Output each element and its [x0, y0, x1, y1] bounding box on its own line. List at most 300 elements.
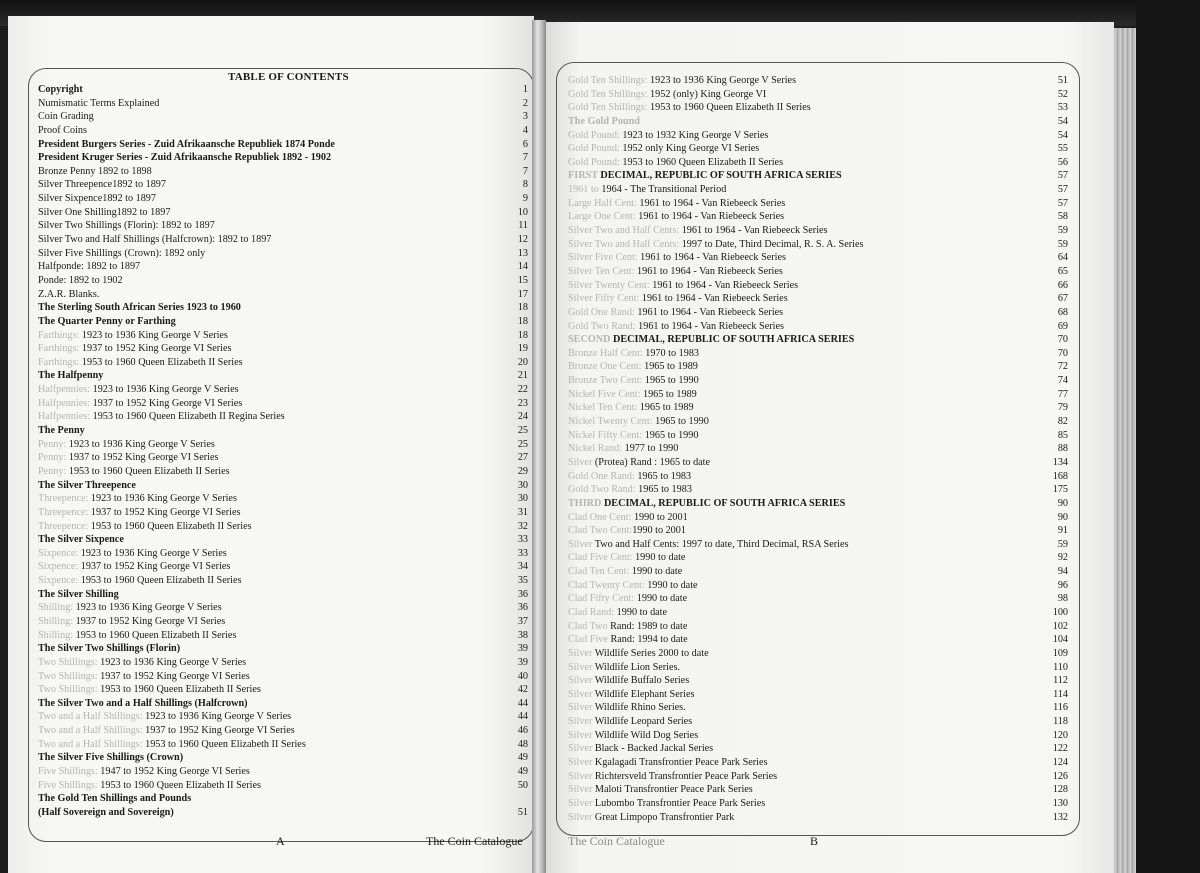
toc-entry-text: 1953 to 1960 Queen Elizabeth II Series: [66, 465, 230, 477]
toc-entry: [38, 520, 528, 534]
toc-entry-page: 90: [1057, 497, 1068, 509]
toc-entry-page: 134: [1052, 456, 1068, 468]
book-spine: [532, 20, 546, 873]
toc-entry-title: [568, 633, 688, 647]
toc-entry-title: [38, 629, 236, 643]
toc-entry-title: [38, 124, 87, 138]
toc-entry-page: 30: [517, 493, 528, 505]
toc-entry-text: 1923 to 1932 King George V Series: [619, 129, 769, 141]
toc-entry-prefix: Two and a Half Shillings:: [38, 738, 143, 750]
toc-entry-page: 44: [517, 711, 528, 723]
toc-entry-page: 79: [1057, 402, 1068, 414]
toc-entry: [38, 792, 528, 806]
toc-entry-text: 1990 to 2001: [631, 511, 688, 523]
toc-entry-title: [568, 470, 691, 484]
toc-entry-text: Wildlife Lion Series.: [592, 661, 681, 673]
toc-entry-title: [568, 210, 784, 224]
toc-entry-page: 66: [1057, 279, 1068, 291]
toc-entry-text: Silver Five Shillings (Crown): 1892 only: [38, 247, 206, 259]
toc-entry: [38, 192, 528, 206]
toc-entry-title: [568, 333, 854, 347]
toc-entry-prefix: Bronze Half Cent:: [568, 347, 643, 359]
toc-entry-page: 82: [1057, 416, 1068, 428]
toc-entry: [38, 301, 528, 315]
toc-entry-page: 74: [1057, 375, 1068, 387]
toc-entry-text: President Kruger Series - Zuid Afrikaansche Republiek 1892 - 1902: [38, 152, 332, 164]
toc-entry: [568, 224, 1068, 238]
toc-entry-prefix: Threepence:: [38, 493, 89, 505]
toc-entry-prefix: Halfpennies:: [38, 384, 91, 396]
toc-entry-page: 4: [522, 124, 528, 136]
toc-entry-title: [38, 206, 170, 220]
toc-entry-prefix: Clad Two: [568, 620, 608, 632]
toc-entry: [568, 742, 1068, 756]
toc-entry-page: 64: [1057, 252, 1068, 264]
toc-entry: [568, 333, 1068, 347]
toc-entry-prefix: Nickel Five Cent:: [568, 388, 641, 400]
toc-entry: [568, 320, 1068, 334]
toc-entry-page: 24: [517, 411, 528, 423]
toc-entry-prefix: Gold One Rand:: [568, 470, 635, 482]
toc-entry-prefix: Silver: [568, 743, 593, 755]
toc-entry-title: [38, 165, 152, 179]
toc-entry: [568, 360, 1068, 374]
toc-entry-page: 59: [1057, 538, 1068, 550]
toc-entry-title: [568, 456, 710, 470]
toc-entry-text: 1961 to 1964 - Van Riebeeck Series: [636, 197, 786, 209]
toc-entry-prefix: Large One Cent:: [568, 211, 636, 223]
toc-entry: [568, 279, 1068, 293]
toc-entry-text: 1923 to 1936 King George V Series: [90, 384, 239, 396]
toc-entry-text: 1965 to 1989: [641, 361, 698, 373]
toc-entry: [568, 292, 1068, 306]
toc-entry-prefix: Clad Fifty Cent:: [568, 593, 635, 605]
toc-entry-page: 11: [518, 220, 528, 232]
toc-entry-page: 50: [517, 779, 528, 791]
toc-entry-text: Wildlife Rhino Series.: [592, 702, 686, 714]
toc-entry-text: Rand: 1989 to date: [607, 620, 688, 632]
toc-entry-page: 42: [517, 684, 528, 696]
toc-entry-title: [568, 742, 713, 756]
toc-entry-page: 57: [1057, 197, 1068, 209]
toc-entry-page: 59: [1057, 225, 1068, 237]
toc-entry-title: [568, 729, 698, 743]
toc-entry-text: 1953 to 1960 Queen Elizabeth II Regina Series: [90, 411, 285, 423]
toc-entry-page: 10: [517, 206, 528, 218]
toc-entry-title: [568, 797, 765, 811]
toc-entry-page: 8: [522, 179, 528, 191]
toc-entry-text: 1990 to date: [632, 552, 686, 564]
toc-entry: [38, 424, 528, 438]
toc-entry-text: 1923 to 1936 King George V Series: [66, 438, 215, 450]
toc-entry-text: 1977 to 1990: [622, 443, 679, 455]
toc-entry: [38, 547, 528, 561]
toc-entry-prefix: Farthings:: [38, 356, 80, 368]
scan-background-right: [1136, 0, 1200, 873]
toc-entry-text: 1961 to 1964 - Van Riebeeck Series: [637, 252, 786, 264]
toc-entry-page: 116: [1053, 702, 1068, 714]
toc-entry-page: 39: [517, 643, 528, 655]
toc-entry-title: [38, 642, 180, 656]
toc-entry: [38, 124, 528, 138]
toc-entry-prefix: Silver: [568, 661, 593, 673]
toc-entry-title: [38, 560, 230, 574]
toc-entry-title: [568, 524, 686, 538]
toc-entry-title: [568, 129, 768, 143]
toc-entry-prefix: Sixpence:: [38, 561, 79, 573]
toc-entry-page: 9: [522, 193, 528, 205]
toc-entry-title: [38, 588, 119, 602]
toc-entry-title: [38, 574, 241, 588]
toc-entry: [568, 142, 1068, 156]
toc-entry-page: 70: [1057, 347, 1068, 359]
toc-entry-title: [38, 465, 230, 479]
toc-entry-text: Lubombo Transfrontier Peace Park Series: [592, 797, 766, 809]
toc-entry: [568, 251, 1068, 265]
toc-entry-title: [568, 442, 678, 456]
toc-entry-text: 1953 to 1960 Queen Elizabeth II Series: [78, 575, 242, 587]
toc-entry-title: [568, 360, 698, 374]
toc-entry-text: Silver Sixpence1892 to 1897: [38, 193, 156, 205]
toc-entry: [38, 738, 528, 752]
toc-entry-prefix: THIRD: [568, 497, 602, 509]
toc-entry: [568, 374, 1068, 388]
footer-letter-left: A: [276, 834, 285, 848]
toc-entry-page: 20: [517, 356, 528, 368]
toc-entry: [568, 783, 1068, 797]
toc-list-right: [568, 74, 1068, 824]
toc-entry-page: 59: [1057, 238, 1068, 250]
toc-entry: [38, 670, 528, 684]
toc-entry-prefix: Large Half Cent:: [568, 197, 637, 209]
toc-entry-title: [38, 192, 156, 206]
toc-entry: [38, 779, 528, 793]
toc-entry-text: The Quarter Penny or Farthing: [38, 315, 176, 327]
toc-entry: [38, 574, 528, 588]
toc-entry: [38, 247, 528, 261]
toc-entry: [38, 683, 528, 697]
toc-entry-title: [568, 429, 698, 443]
toc-entry-text: 1923 to 1936 King George V Series: [142, 711, 292, 723]
toc-entry-title: [568, 279, 798, 293]
toc-entry-title: [568, 756, 767, 770]
toc-entry-page: 27: [517, 452, 528, 464]
toc-entry-prefix: Silver: [568, 675, 593, 687]
toc-entry-page: 52: [1057, 88, 1068, 100]
toc-entry-page: 30: [517, 479, 528, 491]
toc-entry-prefix: Clad Ten Cent:: [568, 566, 630, 578]
toc-entry: [38, 233, 528, 247]
toc-entry-prefix: Gold Ten Shillings:: [568, 88, 648, 100]
toc-entry-title: [568, 606, 667, 620]
toc-entry-text: The Gold Ten Shillings and Pounds: [38, 793, 192, 805]
toc-title: TABLE OF CONTENTS: [228, 71, 349, 83]
toc-entry: [568, 756, 1068, 770]
toc-entry-prefix: Gold Ten Shillings:: [568, 102, 648, 114]
toc-entry-text: 1953 to 1960 Queen Elizabeth II Series: [647, 102, 811, 114]
toc-entry-title: [568, 565, 682, 579]
toc-entry: [568, 210, 1068, 224]
toc-entry-text: The Sterling South African Series 1923 to 1960: [38, 302, 241, 314]
toc-entry-title: [568, 551, 685, 565]
toc-entry-page: 18: [517, 315, 528, 327]
toc-entry-title: [568, 538, 848, 552]
toc-entry-title: [38, 410, 285, 424]
toc-entry-title: [38, 369, 103, 383]
toc-entry: [38, 724, 528, 738]
toc-entry-prefix: Nickel Rand:: [568, 443, 623, 455]
toc-entry-title: [38, 83, 83, 97]
toc-entry-title: [568, 511, 688, 525]
toc-entry-page: 128: [1052, 784, 1068, 796]
toc-entry-text: 1961 to 1964 - Van Riebeeck Series: [639, 293, 788, 305]
toc-entry-title: [568, 770, 777, 784]
toc-entry-prefix: Silver Twenty Cent:: [568, 279, 650, 291]
toc-entry: [568, 265, 1068, 279]
toc-entry: [568, 429, 1068, 443]
toc-entry-text: DECIMAL, REPUBLIC OF SOUTH AFRICA SERIES: [601, 497, 846, 509]
toc-entry-title: [568, 715, 692, 729]
toc-entry-page: 68: [1057, 306, 1068, 318]
toc-entry-page: 29: [517, 465, 528, 477]
toc-entry-text: Silver One Shilling1892 to 1897: [38, 206, 171, 218]
toc-entry-page: 17: [517, 288, 528, 300]
toc-entry-text: Rand: 1994 to date: [607, 634, 688, 646]
toc-entry-prefix: Two and a Half Shillings:: [38, 711, 143, 723]
toc-entry-page: 3: [522, 111, 528, 123]
toc-entry-page: 100: [1052, 606, 1068, 618]
toc-entry-page: 92: [1057, 552, 1068, 564]
toc-entry-prefix: Gold Pound:: [568, 156, 620, 168]
toc-entry-page: 36: [517, 588, 528, 600]
toc-entry: [38, 710, 528, 724]
toc-entry-text: Silver Two and Half Shillings (Halfcrown): 1892 to 1897: [38, 234, 272, 246]
toc-entry: [568, 442, 1068, 456]
toc-entry-title: [38, 342, 231, 356]
toc-entry-page: 51: [517, 806, 528, 818]
toc-entry-prefix: Sixpence:: [38, 575, 79, 587]
toc-entry-title: [38, 792, 191, 806]
toc-entry: [38, 751, 528, 765]
toc-entry-page: 67: [1057, 293, 1068, 305]
toc-entry-page: 65: [1057, 265, 1068, 277]
toc-entry-title: [38, 615, 225, 629]
toc-entry: [568, 183, 1068, 197]
toc-entry-title: [568, 251, 786, 265]
toc-entry-text: Coin Grading: [38, 111, 94, 123]
toc-entry-text: Silver Two Shillings (Florin): 1892 to 1897: [38, 220, 215, 232]
toc-entry-page: 14: [517, 261, 528, 273]
toc-entry-page: 124: [1052, 757, 1068, 769]
toc-entry: [38, 560, 528, 574]
toc-entry-title: [568, 238, 863, 252]
toc-entry-text: Proof Coins: [38, 124, 87, 136]
toc-entry: [568, 674, 1068, 688]
toc-entry: [38, 397, 528, 411]
toc-entry: [568, 688, 1068, 702]
toc-entry-page: 18: [517, 302, 528, 314]
toc-entry-text: Silver Threepence1892 to 1897: [38, 179, 166, 191]
toc-entry: [568, 565, 1068, 579]
toc-entry-text: The Silver Threepence: [38, 479, 136, 491]
toc-entry-prefix: Threepence:: [38, 520, 89, 532]
toc-entry: [38, 315, 528, 329]
toc-entry-text: 1961 to 1964 - Van Riebeeck Series: [679, 225, 828, 237]
toc-entry-text: The Silver Two Shillings (Florin): [38, 643, 181, 655]
toc-entry-prefix: Clad Rand:: [568, 606, 615, 618]
toc-entry-prefix: Silver Fifty Cent:: [568, 293, 640, 305]
toc-entry-text: 1923 to 1936 King George V Series: [647, 75, 797, 86]
toc-entry-title: [568, 74, 796, 88]
toc-entry-prefix: The Gold Pound: [568, 115, 640, 127]
toc-entry-text: Black - Backed Jackal Series: [592, 743, 714, 755]
toc-entry-title: [38, 97, 159, 111]
toc-entry-title: [38, 697, 248, 711]
toc-entry-title: [38, 724, 295, 738]
toc-entry-text: Great Limpopo Transfrontier Park: [592, 811, 735, 823]
toc-entry-page: 6: [522, 138, 528, 150]
toc-entry: [568, 129, 1068, 143]
toc-entry-page: 33: [517, 534, 528, 546]
toc-entry-prefix: Halfpennies:: [38, 397, 91, 409]
toc-entry: [568, 197, 1068, 211]
toc-entry: [38, 588, 528, 602]
toc-entry-title: [38, 247, 205, 261]
toc-entry-text: 1961 to 1964 - Van Riebeeck Series: [634, 306, 784, 318]
toc-entry: [38, 492, 528, 506]
toc-entry-page: 48: [517, 738, 528, 750]
toc-entry: [38, 110, 528, 124]
toc-entry-text: 1990 to date: [629, 566, 683, 578]
toc-entry-text: 1952 only King George VI Series: [619, 143, 760, 155]
toc-entry-text: 1990 to date: [644, 579, 698, 591]
toc-list-left: [38, 83, 528, 820]
toc-entry: [568, 647, 1068, 661]
toc-entry-text: 1952 (only) King George VI: [647, 88, 767, 100]
toc-entry-prefix: Silver: [568, 784, 593, 796]
toc-entry: [38, 138, 528, 152]
toc-entry: [568, 456, 1068, 470]
toc-entry-text: 1961 to 1964 - Van Riebeeck Series: [635, 211, 785, 223]
toc-entry-text: 1937 to 1952 King George VI Series: [78, 561, 231, 573]
toc-entry-title: [38, 260, 140, 274]
toc-entry-title: [568, 183, 726, 197]
toc-entry-text: 1953 to 1960 Queen Elizabeth II Series: [619, 156, 784, 168]
toc-entry: [38, 356, 528, 370]
toc-entry-prefix: Clad Five Cent:: [568, 552, 633, 564]
page-edges: [1114, 28, 1136, 873]
toc-entry-text: 1961 to 1964 - Van Riebeeck Series: [649, 279, 799, 291]
toc-entry: [38, 260, 528, 274]
toc-entry: [38, 369, 528, 383]
toc-entry: [38, 383, 528, 397]
toc-entry-page: 120: [1052, 729, 1068, 741]
toc-entry-prefix: Silver Five Cent:: [568, 252, 638, 264]
toc-entry-text: Wildlife Elephant Series: [592, 688, 695, 700]
toc-entry-page: 126: [1052, 770, 1068, 782]
toc-entry-prefix: Farthings:: [38, 343, 80, 355]
toc-entry-title: [38, 110, 94, 124]
toc-entry-text: 1965 to 1990: [652, 416, 709, 428]
toc-entry-text: Ponde: 1892 to 1902: [38, 274, 123, 286]
toc-entry-prefix: Shilling:: [38, 602, 74, 614]
toc-entry-text: 1947 to 1952 King George VI Series: [97, 766, 250, 778]
toc-entry-text: Richtersveld Transfrontier Peace Park Series: [592, 770, 778, 782]
toc-entry-prefix: Silver: [568, 716, 593, 728]
toc-entry: [38, 410, 528, 424]
toc-entry-page: 109: [1052, 647, 1068, 659]
toc-entry-prefix: Silver: [568, 797, 593, 809]
toc-entry-text: The Silver Shilling: [38, 588, 119, 600]
toc-entry-prefix: 1961 to: [568, 184, 599, 196]
toc-entry-text: 1965 to 1990: [642, 429, 699, 441]
toc-entry-text: DECIMAL, REPUBLIC OF SOUTH AFRICA SERIES: [610, 334, 855, 346]
toc-entry-prefix: Silver Two and Half Cents:: [568, 238, 680, 250]
toc-entry: [38, 206, 528, 220]
toc-entry-title: [38, 479, 136, 493]
toc-entry-text: 1997 to Date, Third Decimal, R. S. A. Series: [679, 238, 864, 250]
toc-entry: [568, 606, 1068, 620]
toc-entry-prefix: Bronze Two Cent:: [568, 375, 643, 387]
toc-entry-prefix: Two and a Half Shillings:: [38, 725, 143, 737]
toc-entry-page: 40: [517, 670, 528, 682]
toc-entry-page: 58: [1057, 211, 1068, 223]
toc-entry-page: 22: [517, 384, 528, 396]
toc-entry-text: Z.A.R. Blanks.: [38, 288, 100, 300]
toc-entry-prefix: Shilling:: [38, 615, 74, 627]
toc-entry: [38, 642, 528, 656]
toc-entry-text: 1961 to 1964 - Van Riebeeck Series: [635, 320, 784, 332]
toc-entry-prefix: Penny:: [38, 465, 67, 477]
toc-entry-page: 49: [517, 766, 528, 778]
toc-entry-page: 168: [1052, 470, 1068, 482]
toc-entry-page: 49: [517, 752, 528, 764]
toc-entry-page: 46: [517, 725, 528, 737]
toc-entry-text: The Penny: [38, 425, 85, 437]
toc-entry-prefix: Gold Ten Shillings:: [568, 75, 648, 86]
toc-entry: [38, 479, 528, 493]
toc-entry-title: [568, 224, 828, 238]
toc-entry-page: 32: [517, 520, 528, 532]
toc-entry: [568, 811, 1068, 825]
toc-entry-text: 1965 to 1989: [637, 402, 694, 414]
toc-entry-page: 44: [517, 697, 528, 709]
toc-entry: [568, 524, 1068, 538]
toc-entry-text: Numismatic Terms Explained: [38, 97, 160, 109]
toc-entry-title: [38, 779, 261, 793]
toc-entry-page: 2: [522, 97, 528, 109]
toc-entry-text: 1990 to date: [634, 593, 688, 605]
toc-entry-text: 1923 to 1936 King George V Series: [88, 493, 237, 505]
toc-entry-page: 130: [1052, 797, 1068, 809]
toc-entry-title: [568, 497, 845, 511]
toc-entry: [568, 388, 1068, 402]
toc-entry: [568, 169, 1068, 183]
toc-entry-text: 1953 to 1960 Queen Elizabeth II Series: [97, 684, 261, 696]
toc-entry-text: 1937 to 1952 King George VI Series: [90, 397, 243, 409]
toc-entry-text: 1937 to 1952 King George VI Series: [66, 452, 219, 464]
toc-entry-title: [38, 301, 241, 315]
toc-entry-title: [38, 683, 261, 697]
toc-entry-prefix: Gold Pound:: [568, 143, 620, 155]
toc-entry-title: [38, 506, 240, 520]
toc-entry: [568, 238, 1068, 252]
toc-entry-prefix: Silver: [568, 702, 593, 714]
toc-entry-title: [38, 315, 176, 329]
toc-entry-text: Wildlife Wild Dog Series: [592, 729, 699, 741]
toc-entry-text: 1937 to 1952 King George VI Series: [79, 343, 232, 355]
toc-entry-text: 1953 to 1960 Queen Elizabeth II Series: [88, 520, 252, 532]
